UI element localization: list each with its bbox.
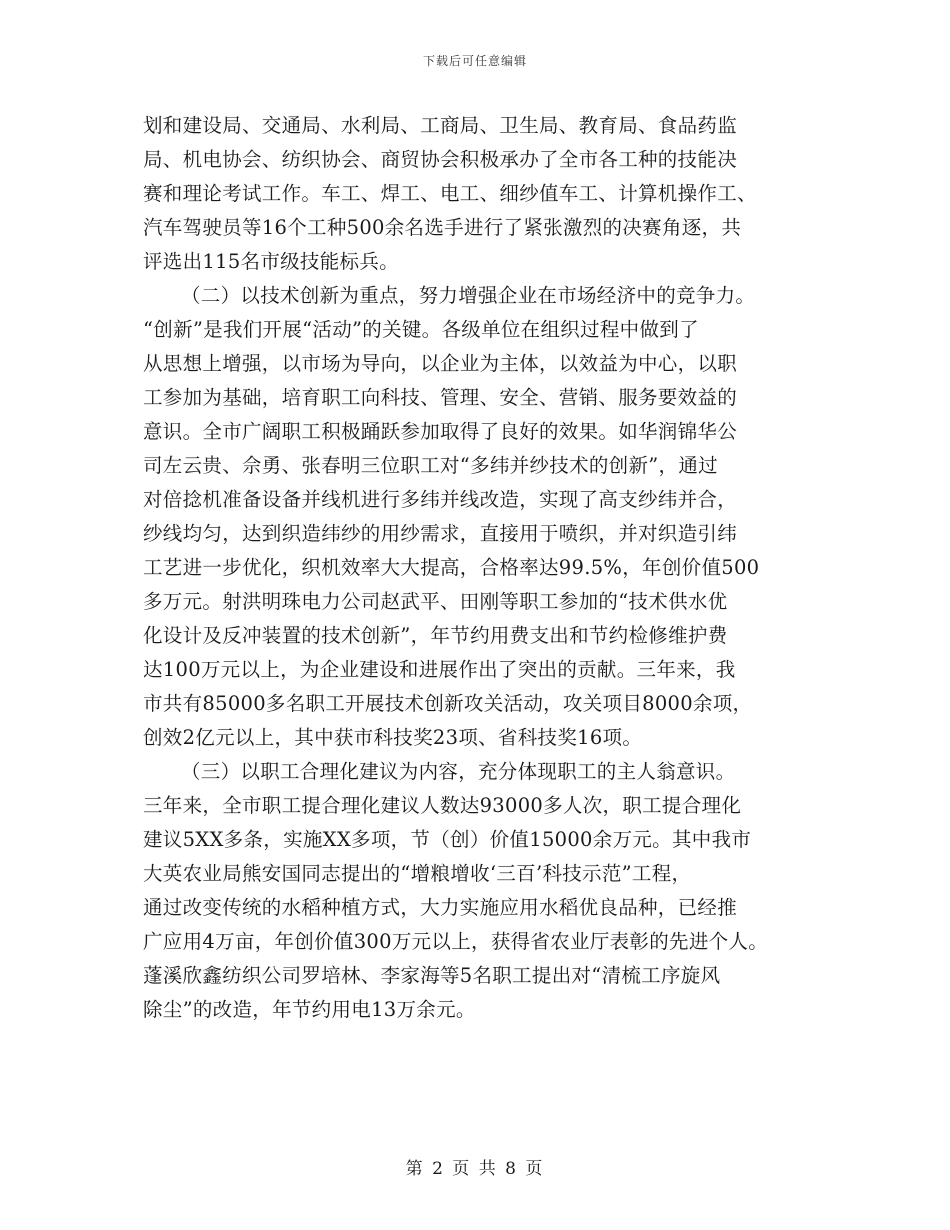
text-line: 评选出115名市级技能标兵。 (143, 250, 399, 273)
text-line: 从思想上增强，以市场为导向，以企业为主体，以效益为中心，以职 (143, 352, 738, 375)
text-line: 蓬溪欣鑫纺织公司罗培林、李家海等5名职工提出对“清梳工序旋风 (143, 964, 721, 987)
text-line: 建议5XX多条，实施XX多项，节（创）价值15000余万元。其中我市 (143, 828, 752, 851)
text-line: 划和建设局、交通局、水利局、工商局、卫生局、教育局、食品药监 (143, 114, 738, 137)
text-line: 除尘”的改造，年节约用电13万余元。 (143, 998, 476, 1021)
text-line: 化设计及反冲装置的技术创新”，年节约用费支出和节约检修维护费 (143, 624, 728, 647)
text-line: 汽车驾驶员等16个工种500余名选手进行了紧张激烈的决赛角逐，共 (143, 216, 742, 239)
text-line: 司左云贵、佘勇、张春明三位职工对“多纬并纱技术的创新”，通过 (143, 454, 718, 477)
text-line: 通过改变传统的水稻种植方式，大力实施应用水稻优良品种，已经推 (143, 896, 738, 919)
text-line: 创效2亿元以上，其中获市科技奖23项、省科技奖16项。 (143, 726, 643, 749)
text-line: 大英农业局熊安国同志提出的“增粮增收‘三百’科技示范”工程， (143, 862, 692, 885)
text-line: 多万元。射洪明珠电力公司赵武平、田刚等职工参加的“技术供水优 (143, 590, 728, 613)
text-line: “创新”是我们开展“活动”的关键。各级单位在组织过程中做到了 (143, 318, 699, 341)
text-line: 达100万元以上，为企业建设和进展作出了突出的贡献。三年来，我 (143, 658, 736, 681)
text-line: 工参加为基础，培育职工向科技、管理、安全、营销、服务要效益的 (143, 386, 738, 409)
text-line: 纱线均匀，达到织造纬纱的用纱需求，直接用于喷织，并对织造引纬 (143, 522, 738, 545)
text-line: 广应用4万亩，年创价值300万元以上，获得省农业厅表彰的先进个人。 (143, 930, 769, 953)
text-line: 工艺进一步优化，织机效率大大提高，合格率达99.5%，年创价值500 (143, 556, 760, 579)
page-header: 下载后可任意编辑 (422, 54, 527, 68)
text-line: 赛和理论考试工作。车工、焊工、电工、细纱值车工、计算机操作工、 (143, 182, 757, 205)
paragraph-heading-line: （二）以技术创新为重点，努力增强企业在市场经济中的竞争力。 (181, 284, 756, 307)
paragraph-heading-line: （三）以职工合理化建议为内容，充分体现职工的主人翁意识。 (181, 760, 736, 783)
text-line: 局、机电协会、纺织协会、商贸协会积极承办了全市各工种的技能决 (143, 148, 738, 171)
text-line: 意识。全市广阔职工积极踊跃参加取得了良好的效果。如华润锦华公 (143, 420, 738, 443)
document-body (143, 109, 823, 1027)
page-number-footer: 第 2 页 共 8 页 (405, 1159, 545, 1179)
text-line: 三年来，全市职工提合理化建议人数达93000多人次，职工提合理化 (143, 794, 742, 817)
text-line: 市共有85000多名职工开展技术创新攻关活动，攻关项目8000余项， (143, 692, 753, 715)
text-line: 对倍捻机准备设备并线机进行多纬并线改造，实现了高支纱纬并合， (143, 488, 738, 511)
